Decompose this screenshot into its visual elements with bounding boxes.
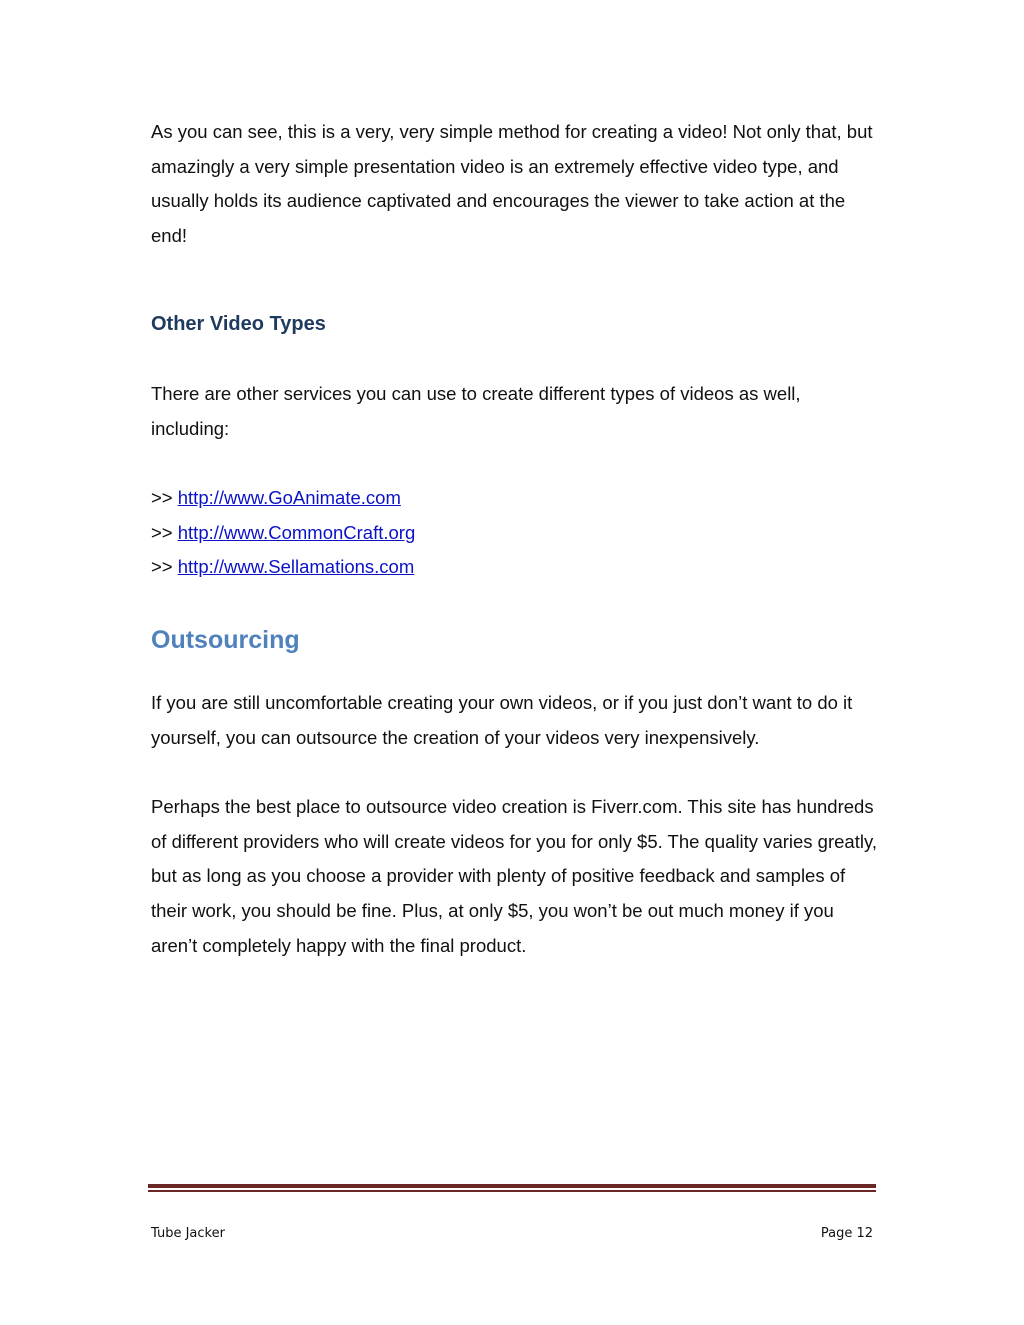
link-prefix: >> <box>151 521 178 543</box>
service-link-item <box>151 550 415 585</box>
footer-divider-thin <box>148 1190 876 1192</box>
service-links-list <box>151 481 415 585</box>
footer-divider <box>148 1184 876 1192</box>
outsourcing-heading: Outsourcing <box>151 626 300 654</box>
outsourcing-paragraph-1: If you are still uncomfortable creating your own videos, or if you just don’t want to do it yourself, you can outsource the creation of your videos very inexpensively. <box>151 692 853 748</box>
link-commoncraft[interactable]: http://www.CommonCraft.org <box>177 521 416 543</box>
other-services-paragraph: There are other services you can use to create different types of videos as well, including: <box>151 383 801 439</box>
outsourcing-paragraph-2: Perhaps the best place to outsource video creation is Fiverr.com. This site has hundreds of different providers who will create videos for you for only $5. The quality varies greatly, but as long as you choose a provider with plenty of positive feedback and samples of their work, you should be fine. Plus, at only $5, you won’t be out much money if you aren’t completely happy with the final product. <box>151 796 877 956</box>
footer-page-number: Page 12 <box>820 1226 873 1241</box>
service-link-item <box>151 516 415 551</box>
link-goanimate[interactable]: http://www.GoAnimate.com <box>177 487 401 508</box>
service-link-item <box>151 481 415 516</box>
footer-divider-thick <box>148 1184 876 1188</box>
link-sellamations[interactable]: http://www.Sellamations.com <box>177 556 415 578</box>
link-prefix: >> <box>151 487 178 508</box>
other-video-types-heading: Other Video Types <box>151 313 326 335</box>
intro-paragraph: As you can see, this is a very, very simple method for creating a video! Not only that, but amazingly a very simple presentation video is an extremely effective video type, and usually holds its audience captivated and encourages the viewer to take action at the end! <box>151 121 873 247</box>
footer-title: Tube Jacker <box>151 1226 225 1241</box>
link-prefix: >> <box>151 556 178 578</box>
